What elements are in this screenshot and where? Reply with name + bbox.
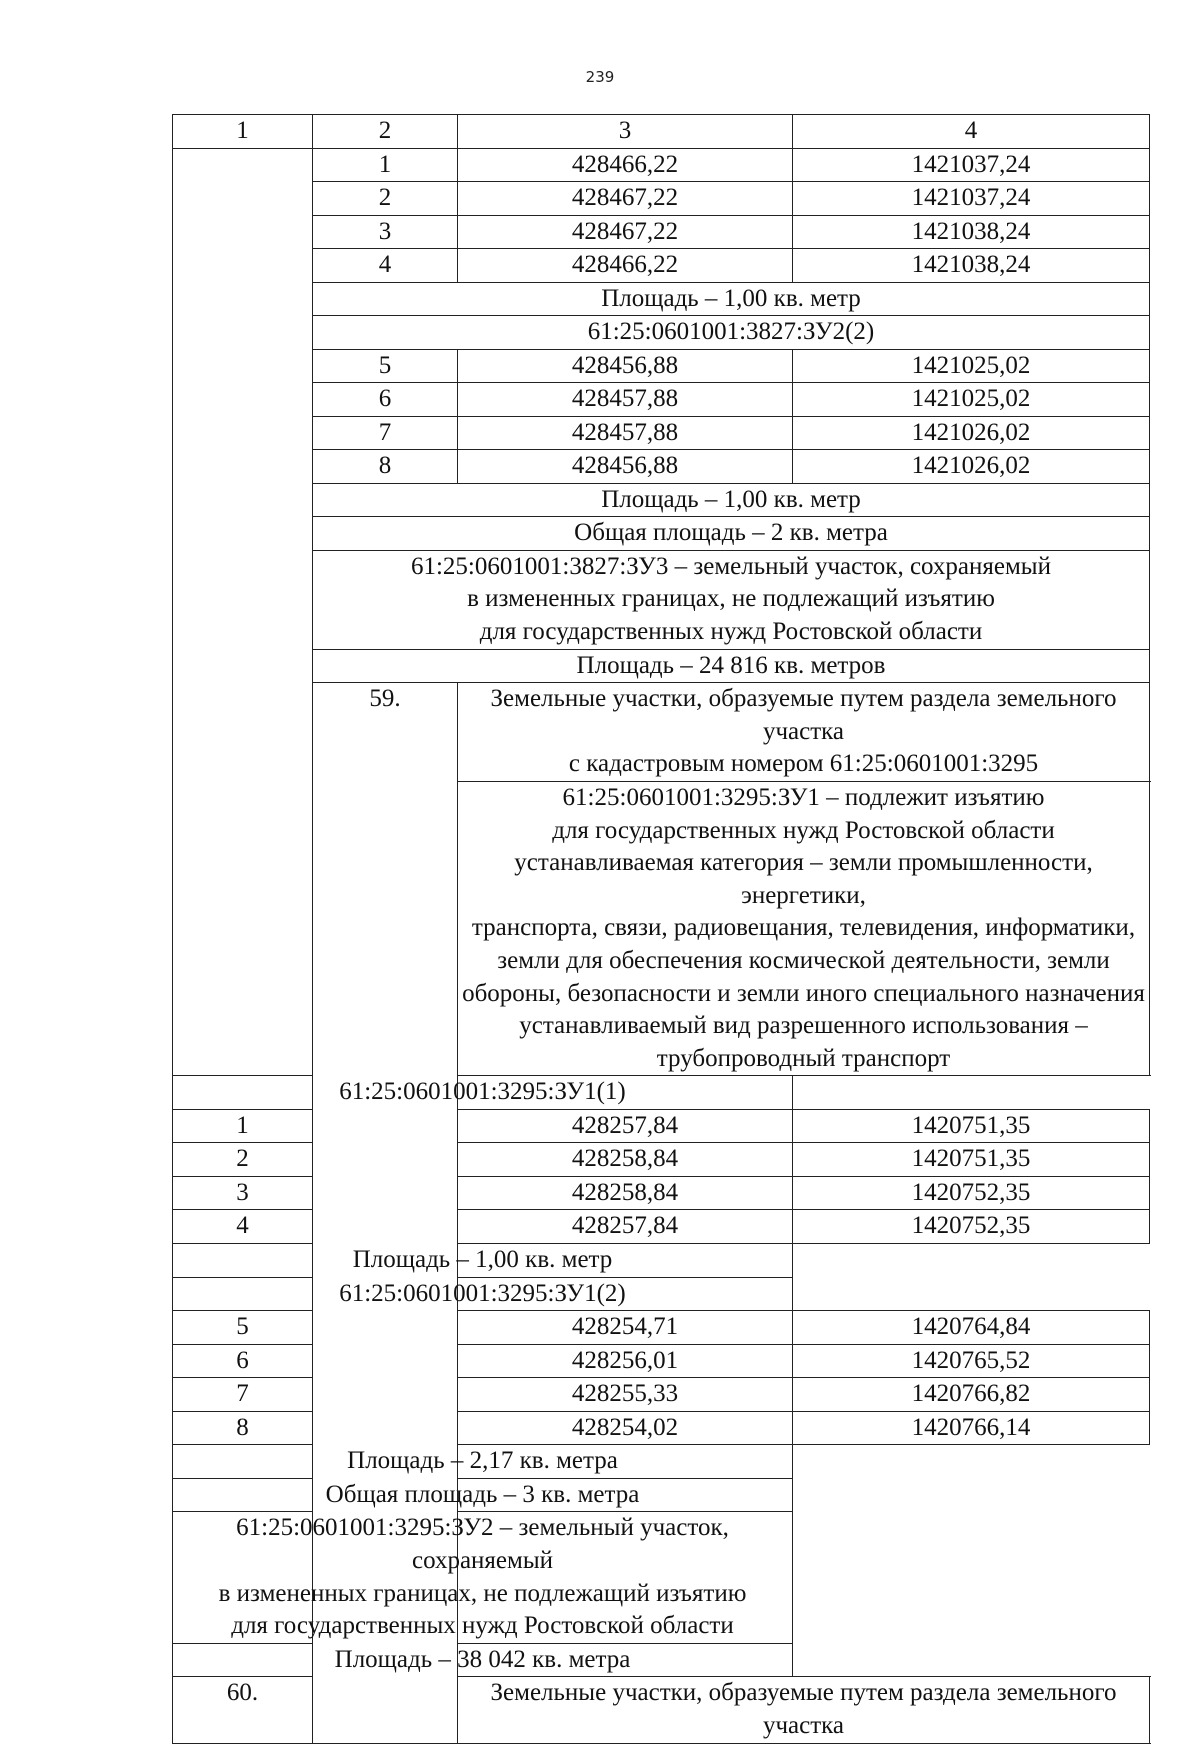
- y-coordinate: 1420765,52: [793, 1344, 1150, 1378]
- point-number: 3: [313, 215, 458, 249]
- table-header-row: [173, 115, 1150, 149]
- column-header: 4: [793, 115, 1150, 149]
- point-number: 2: [173, 1143, 313, 1177]
- point-number: 4: [313, 249, 458, 283]
- table-row: [173, 517, 1150, 551]
- title-line: Земельные участки, образуемые путем раздела земельного участка: [490, 685, 1117, 745]
- y-coordinate: 1420764,84: [793, 1311, 1150, 1345]
- title-line: с кадастровым номером 61:25:0601001:3295: [568, 750, 1039, 778]
- column-header: 1: [173, 115, 313, 149]
- point-number: 8: [173, 1411, 313, 1445]
- y-coordinate: 1421026,02: [793, 416, 1150, 450]
- table-row: [173, 383, 1150, 417]
- table-row: [173, 1277, 1150, 1311]
- x-coordinate: 428254,71: [458, 1311, 793, 1345]
- table-row: [173, 1243, 1150, 1277]
- entry-number: 59.: [313, 683, 458, 1743]
- table-row: [173, 550, 1150, 649]
- table-row: [173, 683, 1150, 782]
- total-area-cell: Общая площадь – 3 кв. метра: [173, 1478, 793, 1512]
- description-line: земли для обеспечения космической деятельности, земли: [497, 947, 1110, 974]
- y-coordinate: 1421038,24: [793, 215, 1150, 249]
- y-coordinate: 1421025,02: [793, 349, 1150, 383]
- description-line: трубопроводный транспорт: [656, 1044, 951, 1072]
- entry-title: [458, 683, 1150, 782]
- description-line: обороны, безопасности и земли иного специального назначения: [462, 979, 1145, 1007]
- parcel-part-label: 61:25:0601001:3827:ЗУ2(2): [313, 316, 1150, 350]
- y-coordinate: 1421037,24: [793, 148, 1150, 182]
- x-coordinate: 428456,88: [458, 349, 793, 383]
- description-line: устанавливаемая категория – земли промышленности, энергетики,: [514, 849, 1093, 909]
- area-cell: Площадь – 1,00 кв. метр: [313, 483, 1150, 517]
- description-line: в измененных границах, не подлежащий изъятию: [218, 1579, 747, 1607]
- table-row: [173, 416, 1150, 450]
- column-header: 2: [313, 115, 458, 149]
- table-row: [173, 349, 1150, 383]
- y-coordinate: 1421037,24: [793, 182, 1150, 216]
- coordinates-table: [172, 114, 1150, 1744]
- description-line: 61:25:0601001:3827:ЗУ3 – земельный участок, сохраняемый: [410, 552, 1051, 580]
- description-line: для государственных нужд Ростовской области: [479, 618, 983, 646]
- area-cell: Площадь – 1,00 кв. метр: [313, 282, 1150, 316]
- description-line: устанавливаемый вид разрешенного использования –: [519, 1012, 1088, 1040]
- table-row: [173, 1445, 1150, 1479]
- description-line: транспорта, связи, радиовещания, телевидения, информатики,: [471, 914, 1136, 942]
- x-coordinate: 428457,88: [458, 416, 793, 450]
- table-row: [173, 1643, 1150, 1677]
- y-coordinate: 1421038,24: [793, 249, 1150, 283]
- table-row: [173, 215, 1150, 249]
- x-coordinate: 428466,22: [458, 249, 793, 283]
- parcel-description: [173, 1512, 793, 1643]
- description-line: для государственных нужд Ростовской области: [552, 816, 1055, 844]
- point-number: 8: [313, 450, 458, 484]
- y-coordinate: 1420766,82: [793, 1378, 1150, 1412]
- x-coordinate: 428457,88: [458, 383, 793, 417]
- y-coordinate: 1420766,14: [793, 1411, 1150, 1445]
- column-header: 3: [458, 115, 793, 149]
- description-line: для государственных нужд Ростовской области: [231, 1612, 734, 1640]
- area-cell: Площадь – 1,00 кв. метр: [173, 1243, 793, 1277]
- x-coordinate: 428256,01: [458, 1344, 793, 1378]
- area-cell: Площадь – 24 816 кв. метров: [313, 649, 1150, 683]
- point-number: 7: [313, 416, 458, 450]
- table-row: [173, 483, 1150, 517]
- x-coordinate: 428456,88: [458, 450, 793, 484]
- point-number: 3: [173, 1176, 313, 1210]
- x-coordinate: 428466,22: [458, 148, 793, 182]
- y-coordinate: 1420752,35: [793, 1210, 1150, 1244]
- entry-title: Земельные участки, образуемые путем раздела земельного участка: [458, 1677, 1150, 1743]
- table-row: [173, 282, 1150, 316]
- point-number: 6: [173, 1344, 313, 1378]
- point-number: 2: [313, 182, 458, 216]
- table-row: [173, 1076, 1150, 1110]
- table-row: [173, 316, 1150, 350]
- point-number: 1: [313, 148, 458, 182]
- description-line: в измененных границах, не подлежащий изъятию: [467, 585, 995, 613]
- entry-number: 60.: [173, 1677, 313, 1743]
- x-coordinate: 428257,84: [458, 1109, 793, 1143]
- parcel-part-label: 61:25:0601001:3295:ЗУ1(1): [173, 1076, 793, 1110]
- x-coordinate: 428467,22: [458, 215, 793, 249]
- parcel-description: [313, 550, 1150, 649]
- point-number: 1: [173, 1109, 313, 1143]
- y-coordinate: 1420751,35: [793, 1143, 1150, 1177]
- parcel-description: [458, 782, 1150, 1076]
- y-coordinate: 1421026,02: [793, 450, 1150, 484]
- y-coordinate: 1421025,02: [793, 383, 1150, 417]
- x-coordinate: 428467,22: [458, 182, 793, 216]
- table-row: [173, 649, 1150, 683]
- entry-number-cell-empty: [173, 148, 313, 1076]
- x-coordinate: 428258,84: [458, 1143, 793, 1177]
- area-cell: Площадь – 38 042 кв. метра: [173, 1643, 793, 1677]
- point-number: 7: [173, 1378, 313, 1412]
- area-cell: Площадь – 2,17 кв. метра: [173, 1445, 793, 1479]
- description-line: 61:25:0601001:3295:ЗУ1 – подлежит изъятию: [562, 784, 1045, 812]
- x-coordinate: 428254,02: [458, 1411, 793, 1445]
- point-number: 6: [313, 383, 458, 417]
- total-area-cell: Общая площадь – 2 кв. метра: [313, 517, 1150, 551]
- point-number: 5: [173, 1311, 313, 1345]
- table-row: [173, 182, 1150, 216]
- table-row: [173, 1512, 1150, 1643]
- y-coordinate: 1420752,35: [793, 1176, 1150, 1210]
- point-number: 5: [313, 349, 458, 383]
- table-row: [173, 249, 1150, 283]
- x-coordinate: 428255,33: [458, 1378, 793, 1412]
- y-coordinate: 1420751,35: [793, 1109, 1150, 1143]
- parcel-part-label: 61:25:0601001:3295:ЗУ1(2): [173, 1277, 793, 1311]
- table-row: [173, 148, 1150, 182]
- x-coordinate: 428258,84: [458, 1176, 793, 1210]
- description-line: 61:25:0601001:3295:ЗУ2 – земельный участок, сохраняемый: [236, 1514, 729, 1574]
- x-coordinate: 428257,84: [458, 1210, 793, 1244]
- page-number: 239: [585, 68, 615, 86]
- table-row: [173, 450, 1150, 484]
- point-number: 4: [173, 1210, 313, 1244]
- table-row: [173, 1478, 1150, 1512]
